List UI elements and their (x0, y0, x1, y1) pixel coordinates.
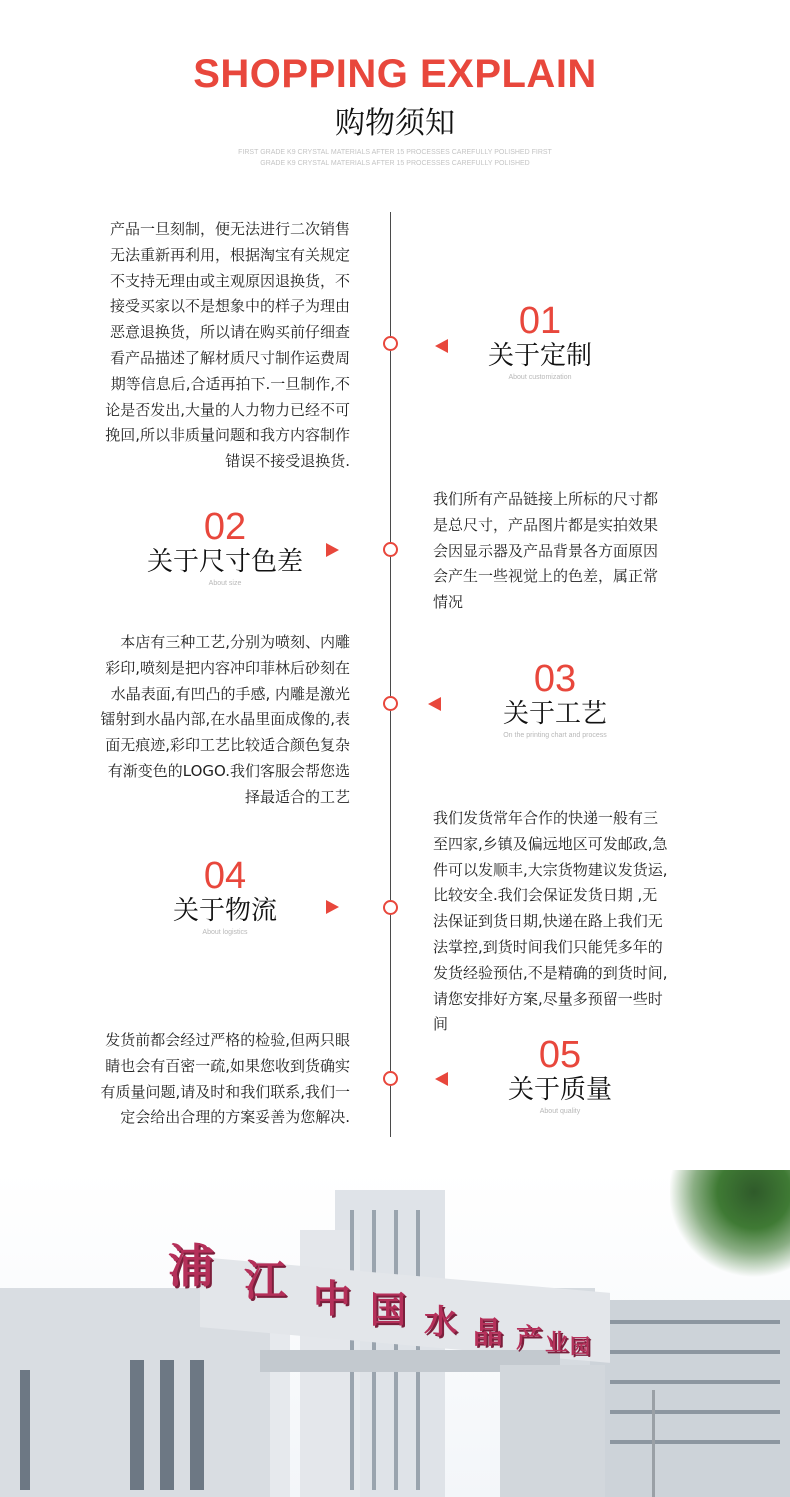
window-strip (160, 1360, 174, 1490)
text-line: 法掌控,到货时间我们只能凭多年的 (433, 937, 663, 956)
text-line: 无法重新再利用，根据淘宝有关规定 (109, 245, 350, 264)
section-title: 关于定制 (487, 341, 592, 371)
page-subtitle: 购物须知 (335, 106, 455, 141)
text-line: 发货前都会经过严格的检验,但两只眼 (105, 1031, 350, 1049)
tree-foliage (670, 1170, 790, 1280)
arrow-right-icon (326, 543, 339, 557)
text-line: 接受买家以不是想象中的样子为理由 (109, 297, 350, 316)
arrow-left-icon (435, 339, 448, 353)
timeline-node-02 (383, 542, 398, 557)
text-line: 镭射到水晶内部,在水晶里面成像的,表 (100, 710, 350, 729)
page-title: SHOPPING EXPLAIN (193, 52, 597, 96)
text-line: 水晶表面,有凹凸的手感, 内雕是激光 (110, 684, 350, 703)
section-title: 关于质量 (507, 1075, 612, 1105)
sign-character: 中 (313, 1277, 352, 1321)
text-line: 本店有三种工艺,分别为喷刻、内雕 (120, 633, 350, 651)
office-building (590, 1300, 790, 1497)
section-03-heading (455, 660, 655, 742)
text-line: 论是否发出,大量的人力物力已经不可 (105, 400, 350, 419)
text-line: 我们所有产品链接上所标的尺寸都 (433, 490, 659, 508)
sign-character: 浦 (168, 1239, 214, 1293)
timeline-node-04 (383, 900, 398, 915)
text-line: 至四家,乡镇及偏远地区可发邮政,急 (433, 834, 668, 853)
text-line: 有质量问题,请及时和我们联系,我们一 (100, 1082, 350, 1101)
window-strip (20, 1370, 30, 1490)
sign-character: 产 (516, 1324, 543, 1354)
section-number: 03 (533, 658, 577, 700)
section-05-text (60, 1028, 350, 1131)
text-line: 产品一旦刻制，便无法进行二次销售 (109, 220, 350, 238)
section-subtitle: About quality (539, 1108, 581, 1115)
section-number: 01 (518, 300, 562, 342)
section-04-text (433, 806, 703, 1038)
sign-character: 江 (244, 1256, 287, 1305)
gate-right-pillar (500, 1365, 605, 1497)
lamp-post (652, 1390, 655, 1497)
text-line: 有渐变色的LOGO.我们客服会帮您选 (107, 761, 350, 780)
section-01-heading (460, 302, 620, 384)
text-line: 法保证到货日期,快递在路上我们无 (433, 912, 663, 931)
text-line: 期等信息后,合适再拍下.一旦制作,不 (110, 374, 350, 393)
section-number: 05 (538, 1034, 582, 1076)
header-fine-print: FIRST GRADE K9 CRYSTAL MATERIALS AFTER 15 PROCESSES CAREFULLY POLISHED FIRST GRADE K9 CRYSTAL MATERIALS AFTER 15 PROCESSES CAREFULLY POLISHED (238, 149, 552, 167)
text-line: 请您安排好方案,尽量多预留一些时 (433, 989, 663, 1008)
section-subtitle: About logistics (202, 929, 248, 936)
text-line: 比较安全.我们会保证发货日期 ,无 (433, 886, 658, 905)
text-line: 会因显示器及产品背景各方面原因 (433, 541, 659, 560)
text-line: 彩印,喷刻是把内容冲印菲林后砂刻在 (105, 658, 350, 677)
sign-character: 园 (570, 1334, 590, 1358)
text-line: 发货经验预估,不是精确的到货时间, (433, 963, 668, 982)
section-title: 关于工艺 (502, 699, 607, 729)
timeline-node-03 (383, 696, 398, 711)
section-04-heading (145, 857, 305, 939)
section-02-text (433, 487, 693, 616)
sign-character: 业 (545, 1330, 568, 1356)
text-line: 错误不接受退换货. (225, 452, 350, 471)
text-line: 恶意退换货，所以请在购买前仔细查 (109, 323, 350, 342)
text-line: 间 (433, 1015, 449, 1034)
sign-character: 晶 (473, 1316, 503, 1351)
window-strip (130, 1360, 144, 1490)
text-line: 择最适合的工艺 (244, 787, 350, 806)
timeline-node-05 (383, 1071, 398, 1086)
section-01-text (60, 217, 350, 475)
section-number: 04 (203, 855, 247, 897)
arrow-left-icon (428, 697, 441, 711)
timeline-node-01 (383, 336, 398, 351)
section-subtitle: About customization (508, 374, 572, 381)
section-02-heading (125, 508, 325, 590)
window-strip (610, 1440, 780, 1444)
arrow-right-icon (326, 900, 339, 914)
text-line: 看产品描述了解材质尺寸制作运费周 (109, 348, 350, 367)
text-line: 会产生一些视觉上的色差，属正常 (433, 567, 659, 586)
text-line: 面无痕迹,彩印工艺比较适合颜色复杂 (105, 736, 350, 755)
window-strip (610, 1410, 780, 1414)
industrial-park-photo (0, 1170, 790, 1497)
text-line: 件可以发顺丰,大宗货物建议发货运, (433, 860, 668, 879)
text-line: 我们发货常年合作的快递一般有三 (433, 809, 659, 827)
section-subtitle: On the printing chart and process (503, 732, 607, 739)
text-line: 不支持无理由或主观原因退换货，不 (109, 271, 350, 290)
section-title: 关于尺寸色差 (146, 547, 303, 577)
text-line: 定会给出合理的方案妥善为您解决. (120, 1108, 350, 1127)
sign-character: 国 (370, 1290, 407, 1331)
window-strip (610, 1380, 780, 1384)
sign-character: 水 (424, 1302, 457, 1341)
window-strip (610, 1350, 780, 1354)
text-line: 睛也会有百密一疏,如果您收到货确实 (105, 1056, 350, 1075)
section-subtitle: About size (208, 580, 242, 587)
section-title: 关于物流 (172, 896, 277, 926)
text-line: 是总尺寸，产品图片都是实拍效果 (433, 515, 659, 534)
window-strip (610, 1320, 780, 1324)
section-05-heading (480, 1036, 640, 1118)
arrow-left-icon (435, 1072, 448, 1086)
section-03-text (60, 630, 350, 811)
text-line: 挽回,所以非质量问题和我方内容制作 (105, 426, 350, 445)
window-strip (190, 1360, 204, 1490)
section-number: 02 (203, 506, 247, 548)
text-line: 情况 (433, 593, 464, 612)
